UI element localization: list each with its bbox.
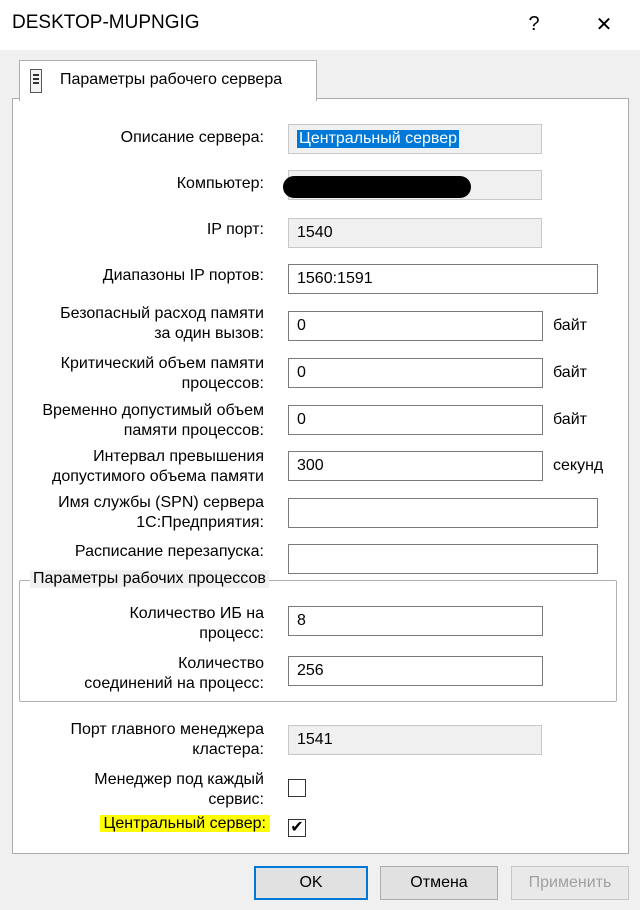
description-label: Описание сервера: [120, 129, 264, 146]
port-ranges-label: Диапазоны IP портов: [102, 267, 264, 284]
cancel-button[interactable]: Отмена [380, 866, 498, 900]
main-manager-port-field[interactable]: 1541 [288, 725, 542, 755]
restart-schedule-label: Расписание перезапуска: [74, 543, 264, 560]
spn-label [58, 493, 264, 533]
critical-memory-label [61, 354, 264, 394]
main-manager-port-label-line1: Порт главного менеджера [70, 721, 264, 738]
main-manager-port-label [70, 720, 264, 760]
temp-memory-unit: байт [553, 411, 587, 428]
ip-port-field[interactable]: 1540 [288, 218, 542, 248]
restart-schedule-field[interactable] [288, 544, 598, 574]
interval-label-line2: допустимого объема памяти [52, 468, 264, 485]
main-manager-port-label-line2: кластера: [192, 741, 264, 758]
safe-memory-label-line2: за один вызов: [154, 325, 264, 342]
safe-memory-field[interactable]: 0 [288, 311, 543, 341]
connections-field[interactable]: 256 [288, 656, 543, 686]
check-mark-icon: ✔ [290, 819, 304, 836]
connections-label-line1: Количество [178, 655, 264, 672]
central-server-label [100, 814, 270, 834]
description-field[interactable] [288, 124, 542, 154]
window-title: DESKTOP-MUPNGIG [12, 12, 200, 33]
safe-memory-label [60, 304, 264, 344]
connections-label [84, 654, 264, 694]
temp-memory-label-line1: Временно допустимый объем [42, 402, 264, 419]
computer-label: Компьютер: [176, 175, 264, 192]
critical-memory-label-line1: Критический объем памяти [60, 355, 264, 372]
interval-unit: секунд [553, 457, 604, 474]
tab-server-parameters[interactable] [19, 60, 317, 101]
port-ranges-field[interactable]: 1560:1591 [288, 264, 598, 294]
manager-per-service-label [94, 770, 264, 810]
ib-per-process-label-line1: Количество ИБ на [129, 605, 264, 622]
ib-per-process-label [129, 604, 264, 644]
connections-label-line2: соединений на процесс: [84, 675, 264, 692]
help-button[interactable]: ? [528, 12, 540, 35]
ok-button[interactable]: OK [254, 866, 368, 900]
temp-memory-field[interactable]: 0 [288, 405, 543, 435]
critical-memory-label-line2: процессов: [181, 375, 264, 392]
manager-per-service-checkbox[interactable] [288, 779, 306, 797]
central-server-checkbox[interactable] [288, 819, 306, 837]
spn-field[interactable] [288, 498, 598, 528]
spn-label-line2: 1С:Предприятия: [136, 514, 264, 531]
tab-label: Параметры рабочего сервера [60, 71, 283, 88]
server-icon [30, 69, 42, 93]
temp-memory-label-line2: памяти процессов: [123, 422, 264, 439]
ib-per-process-label-line2: процесс: [199, 625, 264, 642]
interval-label [52, 447, 264, 487]
critical-memory-field[interactable]: 0 [288, 358, 543, 388]
description-value: Центральный сервер [299, 130, 457, 147]
critical-memory-unit: байт [553, 364, 587, 381]
interval-field[interactable]: 300 [288, 451, 543, 481]
apply-button[interactable]: Применить [511, 866, 629, 900]
close-button[interactable]: ✕ [595, 13, 613, 36]
central-server-label-text: Центральный сервер: [100, 815, 270, 832]
title-bar [0, 0, 640, 50]
ip-port-label: IP порт: [206, 221, 264, 238]
temp-memory-label [42, 401, 264, 441]
interval-label-line1: Интервал превышения [93, 448, 264, 465]
safe-memory-unit: байт [553, 317, 587, 334]
processes-group-title: Параметры рабочих процессов [30, 570, 269, 588]
redaction-mark [283, 176, 471, 198]
manager-per-service-label-line1: Менеджер под каждый [94, 771, 264, 788]
ib-per-process-field[interactable]: 8 [288, 606, 543, 636]
safe-memory-label-line1: Безопасный расход памяти [60, 305, 264, 322]
spn-label-line1: Имя службы (SPN) сервера [58, 494, 264, 511]
manager-per-service-label-line2: сервис: [208, 791, 264, 808]
